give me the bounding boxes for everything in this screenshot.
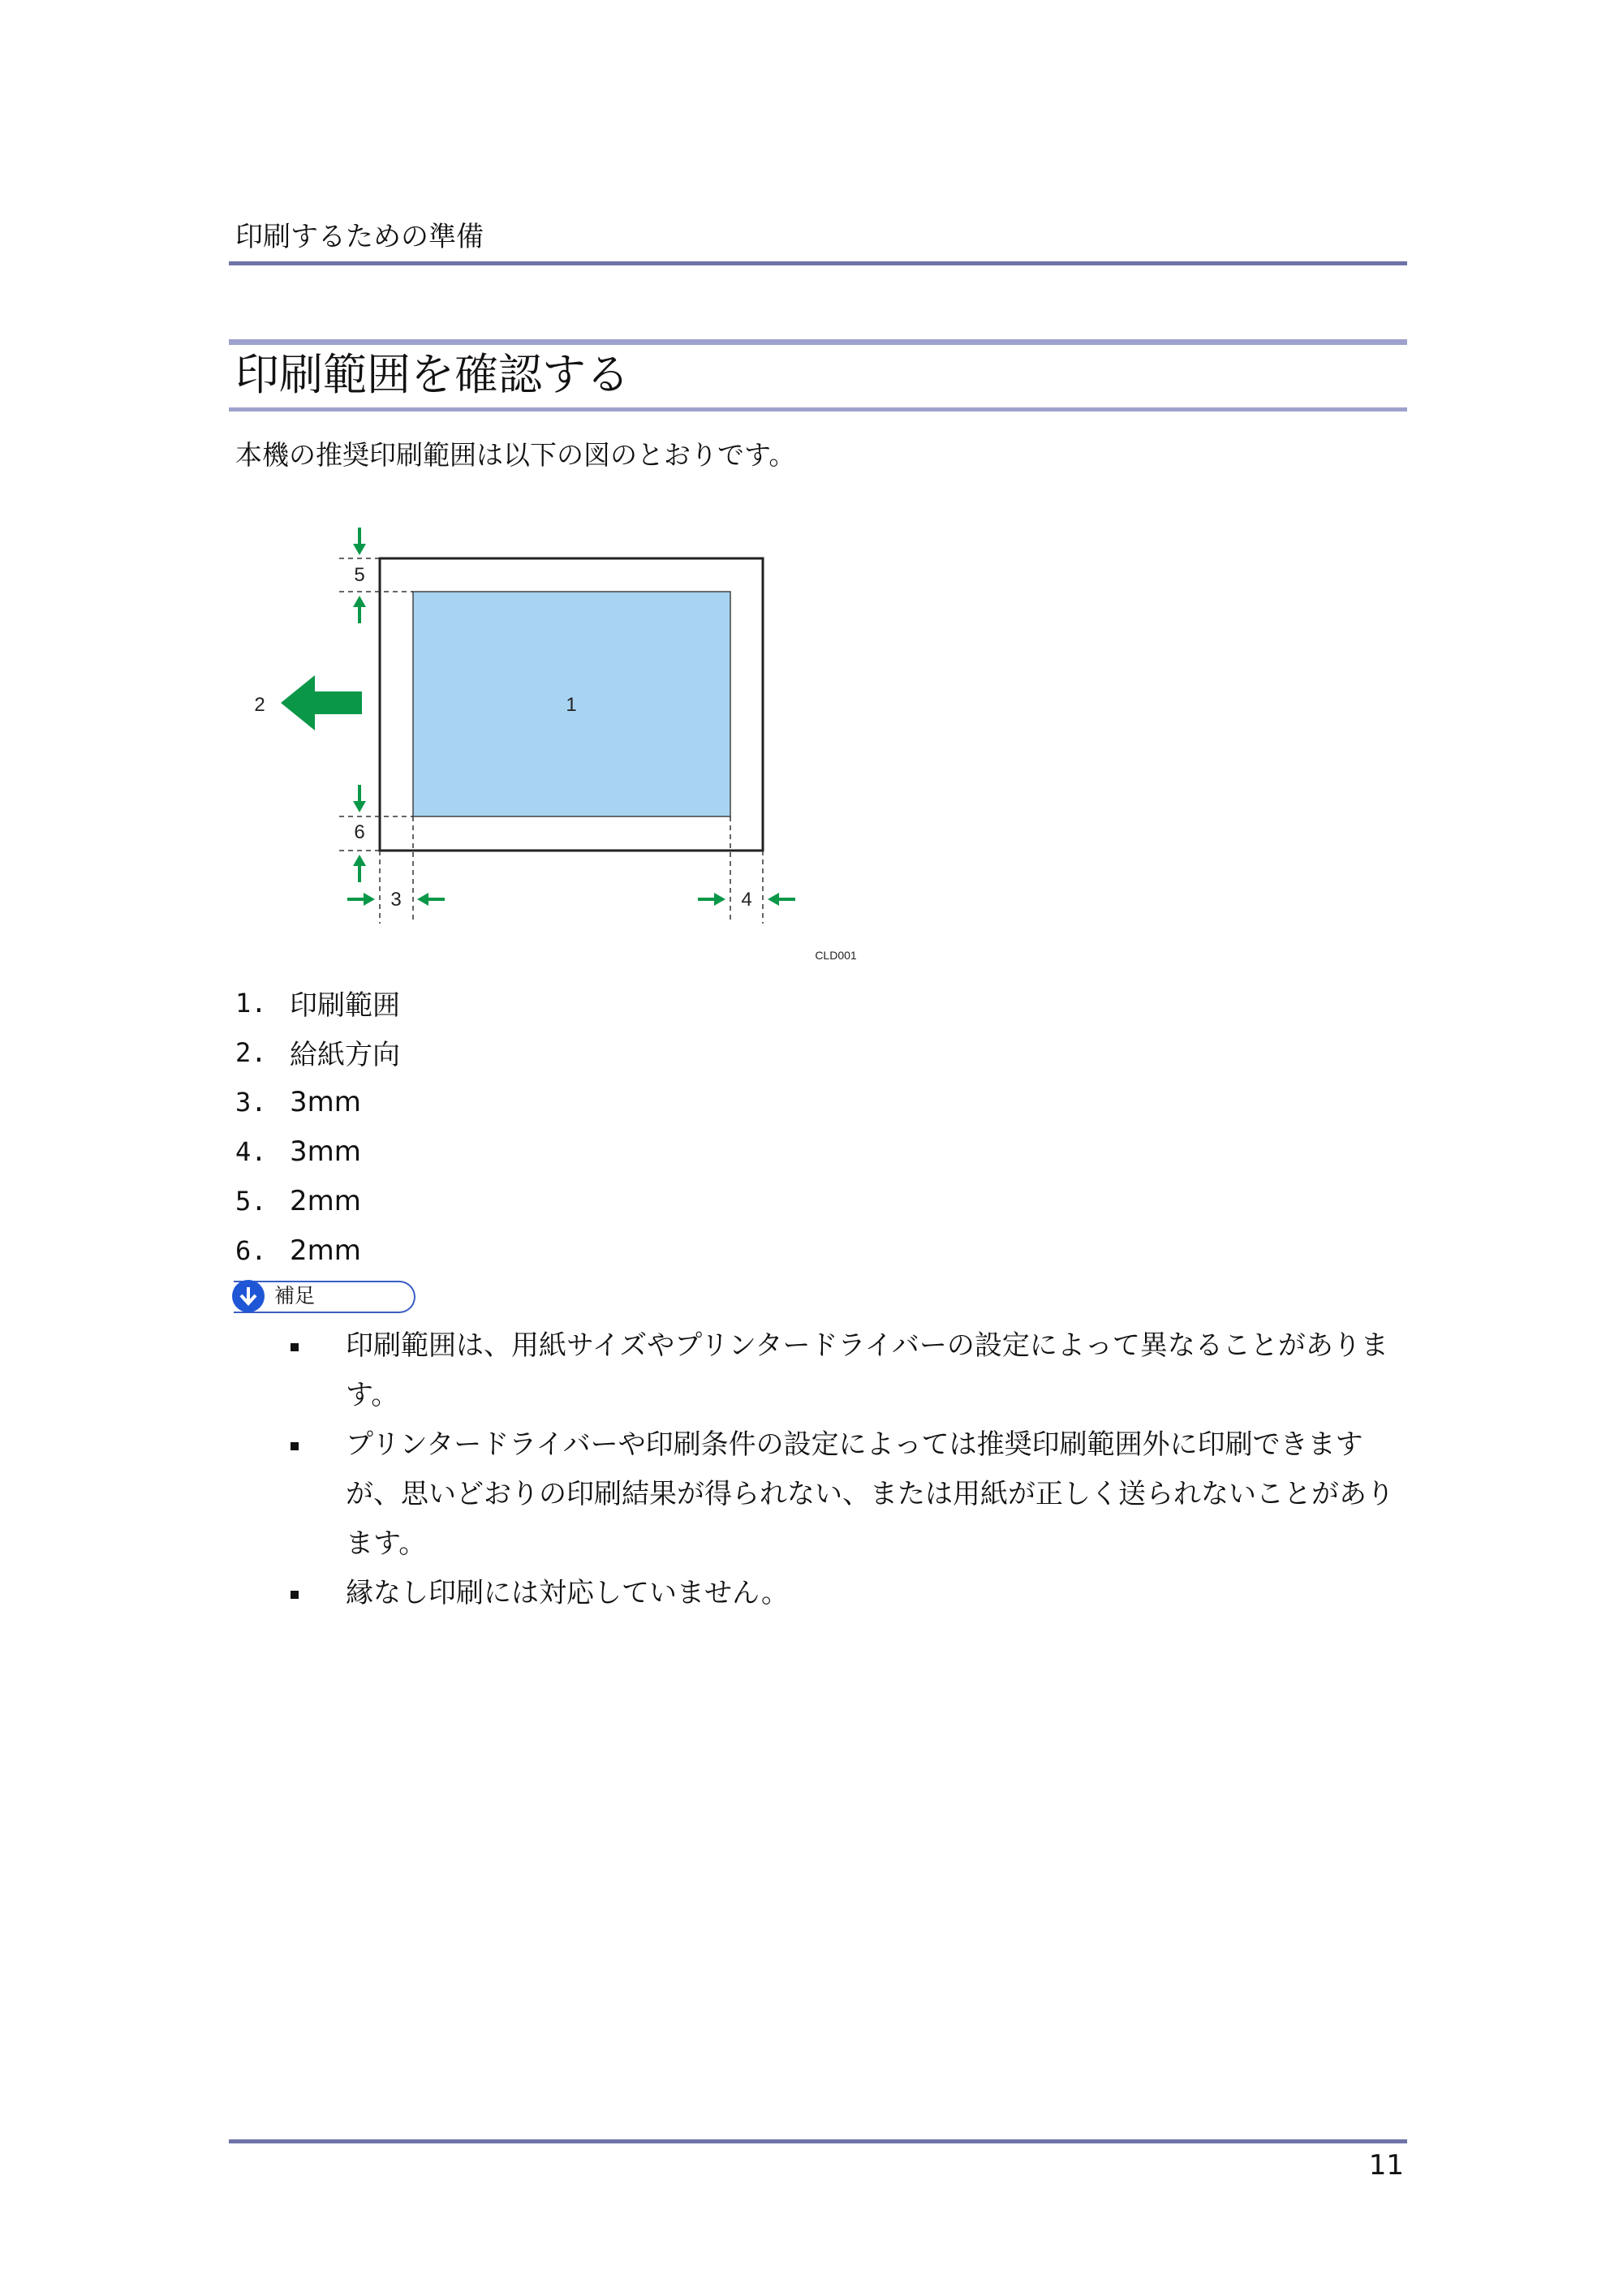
callout-1: 1 bbox=[566, 694, 577, 716]
legend-text: 給紙方向 bbox=[290, 1039, 400, 1071]
footer-rule bbox=[229, 2139, 1407, 2143]
note-bullet bbox=[284, 1420, 1412, 1569]
callout-3: 3 bbox=[390, 889, 402, 911]
note-bullets bbox=[284, 1321, 1412, 1618]
legend-item bbox=[235, 1176, 400, 1226]
legend-number: 4. bbox=[235, 1135, 267, 1167]
legend-text: 3mm bbox=[290, 1085, 361, 1118]
legend-item bbox=[235, 1226, 400, 1275]
legend-number: 3. bbox=[235, 1086, 267, 1118]
note-bullet-text: プリンタードライバーや印刷条件の設定によっては推奨印刷範囲外に印刷できますが、思いどおりの印刷結果が得られない、または用紙が正しく送られないことがあります。 bbox=[346, 1428, 1394, 1560]
legend-item bbox=[235, 1077, 400, 1126]
callout-2: 2 bbox=[254, 694, 265, 716]
note-header bbox=[234, 1281, 417, 1313]
callout-5: 5 bbox=[354, 564, 365, 586]
legend-number: 1. bbox=[235, 987, 267, 1019]
print-area-figure bbox=[235, 519, 893, 974]
legend-number: 5. bbox=[235, 1185, 267, 1217]
feed-direction-arrow-icon bbox=[281, 675, 362, 730]
page-title: 印刷範囲を確認する bbox=[235, 349, 630, 400]
legend-number: 6. bbox=[235, 1234, 267, 1266]
legend-number: 2. bbox=[235, 1036, 267, 1068]
legend-list bbox=[235, 978, 400, 1275]
note-bullet bbox=[284, 1569, 1412, 1618]
intro-text: 本機の推奨印刷範囲は以下の図のとおりです。 bbox=[235, 439, 796, 471]
callout-4: 4 bbox=[741, 889, 752, 911]
legend-text: 印刷範囲 bbox=[290, 989, 400, 1022]
note-label: 補足 bbox=[274, 1284, 316, 1307]
print-area-diagram bbox=[235, 519, 893, 974]
arrow-down-circle-icon bbox=[232, 1280, 265, 1312]
legend-text: 3mm bbox=[290, 1135, 361, 1168]
legend-text: 2mm bbox=[290, 1234, 361, 1267]
bullet-square-icon bbox=[291, 1442, 299, 1450]
callout-6: 6 bbox=[354, 821, 365, 843]
note-bullet-text: 縁なし印刷には対応していません。 bbox=[346, 1577, 790, 1609]
header-rule bbox=[229, 261, 1407, 265]
figure-code: CLD001 bbox=[815, 949, 857, 962]
legend-item bbox=[235, 1126, 400, 1176]
legend-item bbox=[235, 978, 400, 1027]
title-rule-top bbox=[229, 339, 1407, 345]
bullet-square-icon bbox=[291, 1343, 299, 1351]
legend-item bbox=[235, 1027, 400, 1077]
running-header: 印刷するための準備 bbox=[235, 221, 484, 253]
note-bullet bbox=[284, 1321, 1412, 1420]
page-number: 11 bbox=[1368, 2149, 1404, 2182]
legend-text: 2mm bbox=[290, 1184, 361, 1217]
title-rule-bottom bbox=[229, 407, 1407, 411]
note-bullet-text: 印刷範囲は、用紙サイズやプリンタードライバーの設定によって異なることがあります。 bbox=[346, 1329, 1388, 1411]
bullet-square-icon bbox=[291, 1591, 299, 1599]
